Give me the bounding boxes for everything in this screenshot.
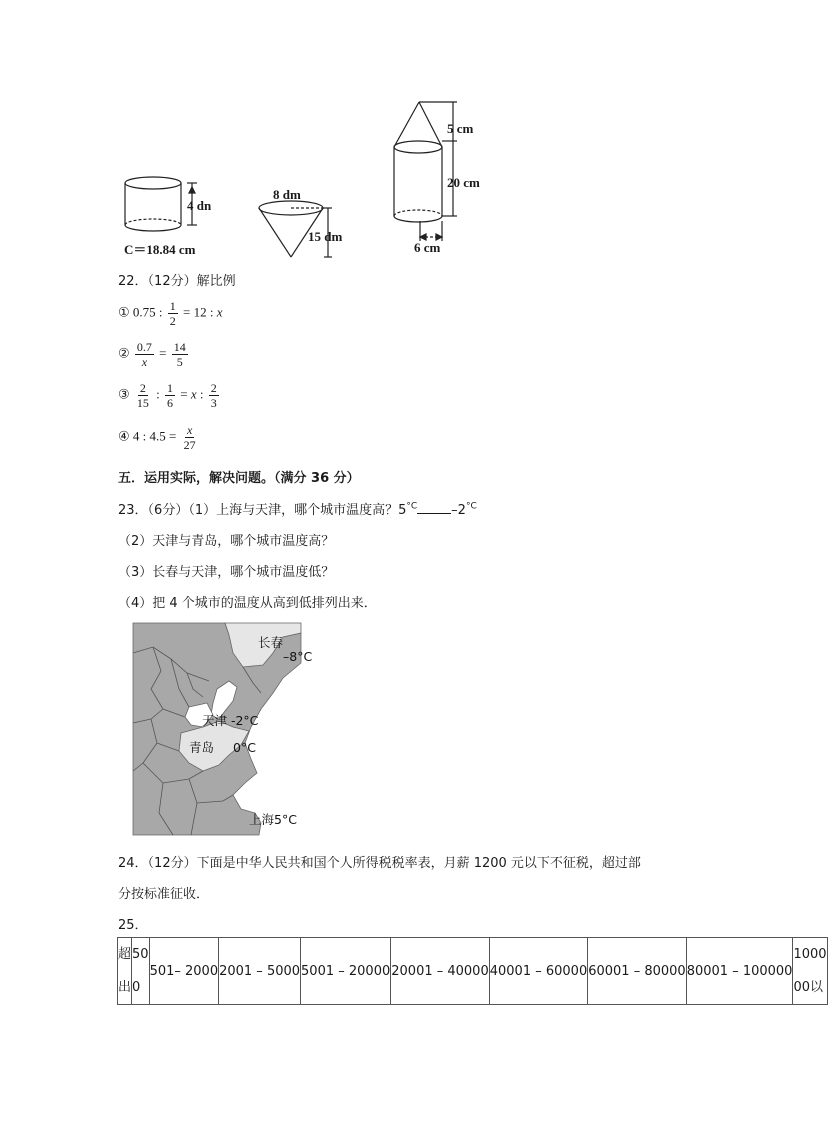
fraction: $\frac{x}{27}$ xyxy=(183,423,196,452)
q25-label: 25． xyxy=(118,918,148,933)
q23-line-2: （2）天津与青岛，哪个城市温度高？ xyxy=(118,534,335,549)
cone-height-label: 15 dm xyxy=(308,229,343,244)
fraction: $\frac{1}{6}$ xyxy=(167,381,174,410)
table-cell: 501– 2000 xyxy=(149,938,219,1005)
cylinder-height-label: 4 dn xyxy=(187,198,212,213)
table-cell: 2001 – 5000 xyxy=(219,938,301,1005)
table-cell: 40001 – 60000 xyxy=(489,938,587,1005)
q24-line-2: 分按标准征收． xyxy=(118,887,210,902)
q23-line-3: （3）长春与天津，哪个城市温度低？ xyxy=(118,565,335,580)
table-cell: 20001 – 40000 xyxy=(391,938,489,1005)
fraction: $\frac{1}{2}$ xyxy=(169,299,176,328)
map-label-qingdao: 青岛 xyxy=(189,740,215,755)
temperature-map xyxy=(133,623,313,835)
map-label-qingdao-temp: 0°C xyxy=(233,740,256,755)
q22-title: 22．（12分）解比例 xyxy=(118,274,236,289)
cone-diameter-label: 8 dm xyxy=(273,187,301,202)
q22-item-1: ① 0.75 : $\frac{1}{2}$ = 12 : x xyxy=(118,299,223,328)
table-cell: 1000 00以 xyxy=(793,938,827,1005)
map-label-changchun: 长春 xyxy=(258,635,284,650)
q23-line-4: （4）把 4 个城市的温度从高到低排列出来． xyxy=(118,596,377,611)
table-cell: 超 出 xyxy=(118,938,132,1005)
map-label-shanghai: 上海5°C xyxy=(249,812,297,827)
q22-item-4: ④ 4 : 4.5 = $\frac{x}{27}$ xyxy=(118,423,196,452)
fraction: $\frac{2}{3}$ xyxy=(210,381,217,410)
table-cell: 5001 – 20000 xyxy=(301,938,391,1005)
section-5-title: 五．运用实际，解决问题。（满分 36 分） xyxy=(118,471,360,486)
table-cell: 80001 – 100000 xyxy=(686,938,793,1005)
cylinder-circumference-label: C＝18.84 cm xyxy=(124,242,196,257)
fraction: $\frac{14}{5}$ xyxy=(173,340,186,369)
table-cell: 50 0 xyxy=(132,938,150,1005)
item-marker: ④ xyxy=(118,428,130,444)
item-marker: ③ xyxy=(118,386,130,402)
table-row xyxy=(118,938,828,1005)
table-cell: 60001 – 80000 xyxy=(588,938,686,1005)
tax-rate-table xyxy=(117,937,828,1005)
q22-item-2: ② $\frac{0.7}{x}$ = $\frac{14}{5}$ xyxy=(118,340,186,369)
answer-blank[interactable] xyxy=(417,501,451,514)
item-marker: ② xyxy=(118,345,130,361)
compound-radius-label: 6 cm xyxy=(414,240,441,255)
map-label-changchun-temp: –8°C xyxy=(283,649,313,664)
compound-cylinder-height-label: 20 cm xyxy=(447,175,480,190)
map-label-tianjin: 天津 -2°C xyxy=(202,713,259,728)
q23-line-1: 23．（6分）（1）上海与天津，哪个城市温度高？$5^{^\circ C}$ $-2^{^\circ C}$ xyxy=(118,501,477,518)
fraction: $\frac{0.7}{x}$ xyxy=(136,340,152,369)
fraction: $\frac{2}{15}$ xyxy=(136,381,149,410)
compound-cone-height-label: 5 cm xyxy=(447,121,474,136)
q24-line-1: 24．（12分）下面是中华人民共和国个人所得税税率表，月薪 1200 元以下不征税，超过部 xyxy=(118,856,641,871)
q22-item-3: ③ $\frac{2}{15}$ : $\frac{1}{6}$ = x : $\frac{2}{3}$ xyxy=(118,381,217,410)
map-regions xyxy=(133,623,303,835)
item-marker: ① xyxy=(118,304,130,320)
